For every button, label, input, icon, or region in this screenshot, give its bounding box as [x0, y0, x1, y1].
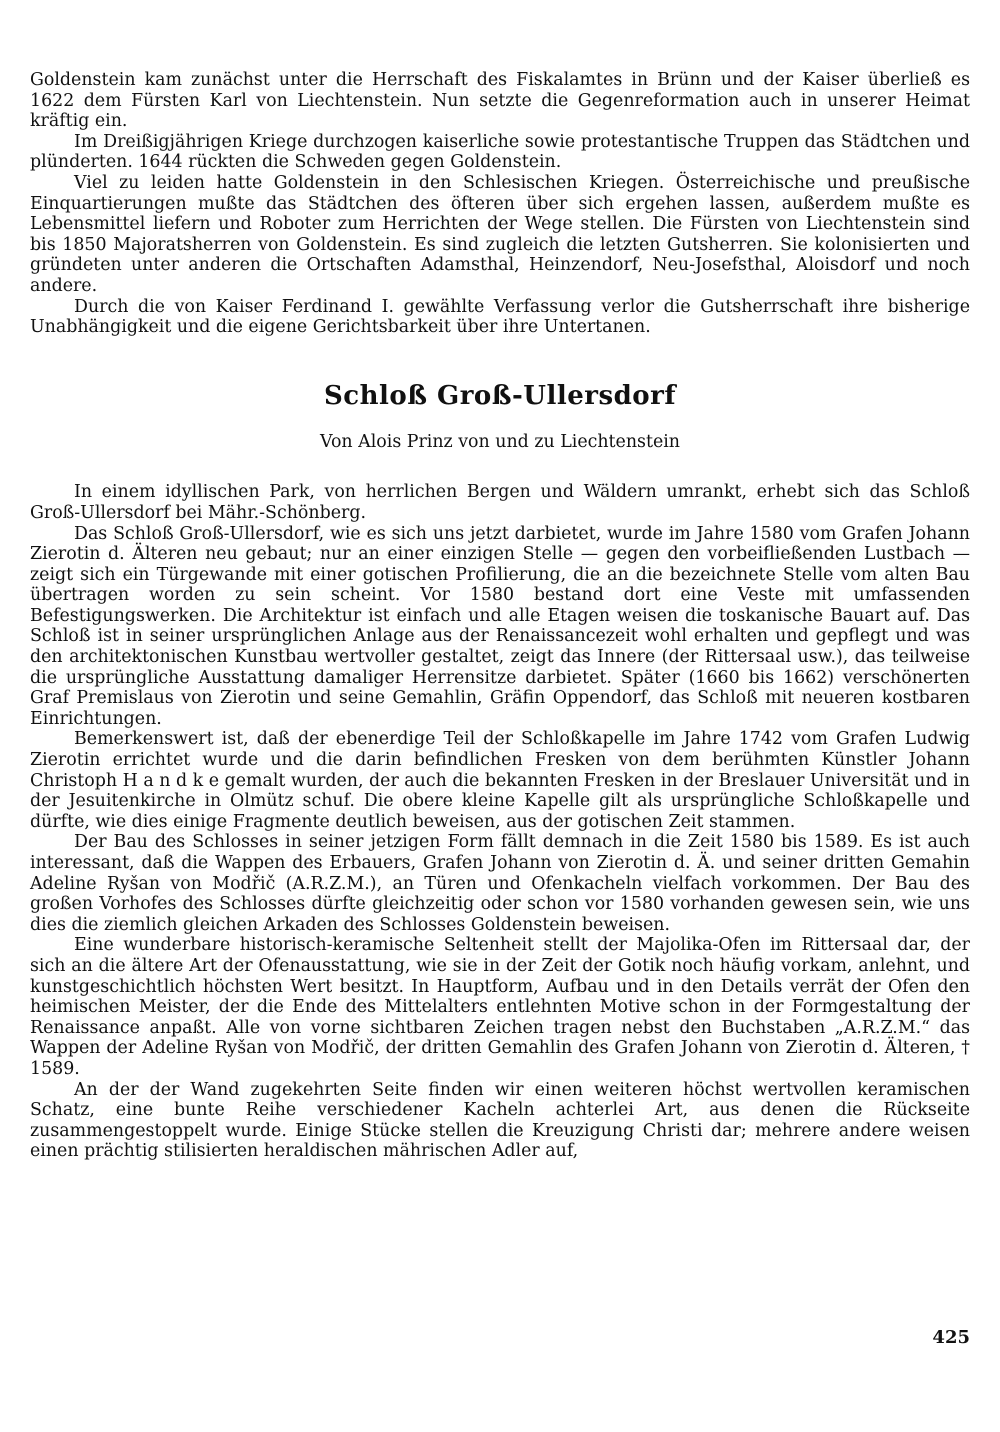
intro-paragraph-3: Viel zu leiden hatte Goldenstein in den Schlesischen Kriegen. Österreichische und preußische Einquartierungen mußte das Städtchen des öfteren über sich ergehen lassen, außerdem mußte es Lebensmittel liefern und Roboter zum Herrichten der Wege stellen. Die Fürsten von Liechtenstein sind bis 1850 Majoratsherren von Goldenstein. Es sind zugleich die letzten Gutsherren. Sie kolonisierten und gründeten unter anderen die Ortschaften Adamsthal, Heinzendorf, Neu-Josefsthal, Aloisdorf und noch andere.	[30, 172, 970, 296]
section-body	[30, 482, 970, 1162]
page-number: 425	[932, 1327, 970, 1348]
section-author: Von Alois Prinz von und zu Liechtenstein	[320, 431, 680, 452]
section-title: Schloß Groß-Ullersdorf	[323, 380, 677, 411]
section-paragraph-3: Bemerkenswert ist, daß der ebenerdige Teil der Schloßkapelle im Jahre 1742 vom Grafen Ludwig Zierotin errichtet wurde und die darin befindlichen Fresken von dem berühmten Künstler Johann Christoph H a n d k e gemalt wurden, der auch die bekannten Fresken in der Breslauer Universität und in der Jesuitenkirche in Olmütz schuf. Die obere kleine Kapelle gilt als ursprüngliche Schloßkapelle und dürfte, wie dies einige Fragmente deutlich beweisen, aus der gotischen Zeit stammen.	[30, 729, 970, 832]
intro-paragraph-4: Durch die von Kaiser Ferdinand I. gewählte Verfassung verlor die Gutsherrschaft ihre bisherige Unabhängigkeit und die eigene Gerichtsbarkeit über ihre Untertanen.	[30, 296, 970, 338]
section-paragraph-2: Das Schloß Groß-Ullersdorf, wie es sich uns jetzt darbietet, wurde im Jahre 1580 vom Grafen Johann Zierotin d. Älteren neu gebaut; nur an einer einzigen Stelle — gegen den vorbeifließenden Lustbach — zeigt sich ein Türgewande mit einer gotischen Profilierung, die an die bezeichnete Stelle vom alten Bau übertragen worden zu sein scheint. Vor 1580 bestand dort eine Veste mit umfassenden Befestigungswerken. Die Architektur ist einfach und alle Etagen weisen die toskanische Bauart auf. Das Schloß ist in seiner ursprünglichen Anlage aus der Renaissancezeit wohl erhalten und gepflegt und was den architektonischen Kunstbau wertvoller gestaltet, zeigt das Innere (der Rittersaal usw.), das teilweise die ursprüngliche Ausstattung damaliger Herrensitze darbietet. Später (1660 bis 1662) verschönerten Graf Premislaus von Zierotin und seine Gemahlin, Gräfin Oppendorf, das Schloß mit neueren kostbaren Einrichtungen.	[30, 523, 970, 729]
page-content	[30, 70, 970, 1162]
intro-paragraph-1: Goldenstein kam zunächst unter die Herrschaft des Fiskalamtes in Brünn und der Kaiser überließ es 1622 dem Fürsten Karl von Liechtenstein. Nun setzte die Gegenreformation auch in unserer Heimat kräftig ein.	[30, 70, 970, 132]
section-paragraph-4: Der Bau des Schlosses in seiner jetzigen Form fällt demnach in die Zeit 1580 bis 1589. Es ist auch interessant, daß die Wappen des Erbauers, Grafen Johann von Zierotin d. Ä. und seiner dritten Gemahin Adeline Ryšan von Modřič (A.R.Z.M.), an Türen und Ofenkacheln vielfach vorkommen. Der Bau des großen Vorhofes des Schlosses dürfte gleichzeitig oder schon vor 1580 vorhanden gewesen sein, wie uns dies die ziemlich gleichen Arkaden des Schlosses Goldenstein beweisen.	[30, 832, 970, 935]
section-paragraph-1: In einem idyllischen Park, von herrlichen Bergen und Wäldern umrankt, erhebt sich das Schloß Groß-Ullersdorf bei Mähr.-Schönberg.	[30, 482, 970, 523]
intro-paragraph-2: Im Dreißigjährigen Kriege durchzogen kaiserliche sowie protestantische Truppen das Städtchen und plünderten. 1644 rückten die Schweden gegen Goldenstein.	[30, 131, 970, 173]
section-paragraph-5: Eine wunderbare historisch-keramische Seltenheit stellt der Majolika-Ofen im Rittersaal dar, der sich an die ältere Art der Ofenausstattung, wie sie in der Zeit der Gotik noch häufig vorkam, anlehnt, und kunstgeschichtlich höchsten Wert besitzt. In Hauptform, Aufbau und in den Details verrät der Ofen den heimischen Meister, der die Ende des Mittelalters entlehnten Motive schon in der Formgestaltung der Renaissance anpaßt. Alle von vorne sichtbaren Zeichen tragen nebst den Buchstaben „A.R.Z.M.“ das Wappen der Adeline Ryšan von Modřič, der dritten Gemahlin des Grafen Johann von Zierotin d. Älteren, † 1589.	[30, 935, 970, 1079]
section-paragraph-6: An der der Wand zugekehrten Seite finden wir einen weiteren höchst wertvollen keramischen Schatz, eine bunte Reihe verschiedener Kacheln achterlei Art, aus denen die Rückseite zusammengestoppelt wurde. Einige Stücke stellen die Kreuzigung Christi dar; mehrere andere weisen einen prächtig stilisierten heraldischen mährischen Adler auf,	[30, 1079, 970, 1162]
